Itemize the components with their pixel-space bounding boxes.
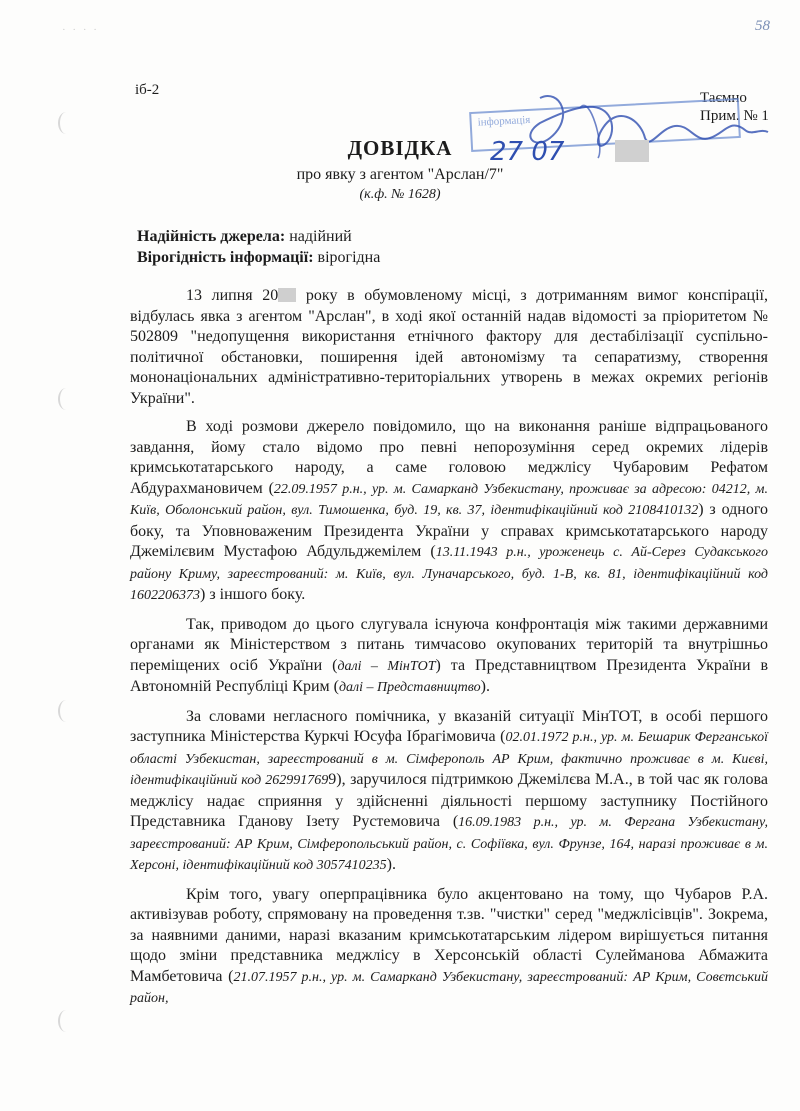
- hole-punch-mark: [58, 112, 74, 134]
- paragraph: Крім того, увагу оперпрацівника було акцентовано на тому, що Чубаров Р.А. активізував роботу, спрямовану на проведення т.зв. "чистки" серед "меджлісівців". Зокрема, за наявними даними, наразі вказаним кримськотатарським лідером вирішується питання щодо зміни представника меджлісу в Херсонській області Сулейманова Абмажита Мамбетовича (21.07.1957 р.н., ур. м. Самарканд Узбекистану, зареєстрований: АР Крим, Совєтський район,: [130, 885, 769, 1006]
- credibility-row: [137, 247, 380, 268]
- page-number: 58: [755, 18, 770, 34]
- reliability-value: надійний: [289, 228, 352, 245]
- redaction-box: [278, 288, 296, 302]
- document-title: ДОВІДКА: [347, 136, 453, 160]
- document-subtitle: про явку з агентом "Арслан/7": [296, 166, 504, 183]
- credibility-label: Вірогідність інформації:: [137, 249, 314, 266]
- source-assessment: [137, 226, 380, 268]
- hole-punch-mark: [58, 700, 74, 722]
- paragraph: Так, приводом до цього слугувала існуюча конфронтація між такими державними органами як Міністерством з питань тимчасово окупованих територій та внутрішньо переміщених осіб України (далі – МінТОТ) та Представництвом Президента України в Автономній Республіці Крим (далі – Представництво).: [130, 615, 768, 695]
- reliability-label: Надійність джерела:: [137, 228, 286, 245]
- copy-number: Прим. № 1: [700, 108, 769, 124]
- signature-date: 27 07: [490, 137, 565, 167]
- classification-secret: Таємно: [700, 90, 747, 106]
- hole-punch-mark: [58, 1010, 74, 1032]
- credibility-value: вірогідна: [317, 249, 381, 266]
- document-id: іб-2: [135, 82, 160, 98]
- paragraph: В ході розмови джерело повідомило, що на виконання раніше відпрацьованого завдання, йому стало відомо про певні непорозуміння серед окремих лідерів кримськотатарського народу, а саме головою меджлісу Чубаровим Рефатом Абдурахмановичем (22.09.1957 р.н., ур. м. Самарканд Узбекистану, проживає за адресою: 04212, м. Київ, Оболонський район, вул. Тимошенка, буд. 19, кв. 37, ідентифікаційний код 2108410132) з одного боку, та Уповноваженим Президента України у справах кримськотатарського народу Джемілєвим Мустафою Абдульджемілем (13.11.1943 р.н., уроженець с. Ай-Серез Судакського району Криму, зареєстрований: м. Київ, вул. Луначарського, буд. 1-В, кв. 81, ідентифікаційний код 1602206373) з іншого боку.: [130, 418, 768, 603]
- paragraph: За словами негласного помічника, у вказаній ситуації МінТОТ, в особі першого заступника Міністерства Куркчі Юсуфа Ібрагімовича (02.01.1972 р.н., ур. м. Бешарик Ферганської області Узбекистан, зареєстрований в м. Сімферополь АР Крим, фактично проживає в м. Києві, ідентифікаційний код 2629917699), заручилося підтримкою Джемілєва М.А., в той час як голова меджлісу надає сприяння у здійсненні діяльності першому заступнику Постійного Представника Гданову Ізету Рустемовича (16.09.1983 р.н., ур. м. Фергана Узбекистану, зареєстрований: АР Крим, Сімферопольський район, с. Софіївка, вул. Фрунзе, 164, наразі проживає в м. Херсоні, ідентифікаційний код 3057410235).: [130, 707, 768, 873]
- scan-artifact: · · · ·: [62, 24, 99, 36]
- paragraph: 13 липня 20 року в обумовленому місці, з дотриманням вимог конспірації, відбулась явка з агентом "Арслан", в ході якої останній надав відомості за пріоритетом № 502809 "недопущення використання етнічного фактору для дестабілізації суспільно-політичної обстановки, поширення ідей автономізму та сепаратизму, створення мононаціональних адміністративно-територіальних утворень в межах окремих регіонів України".: [130, 287, 769, 407]
- document-body: [130, 286, 768, 1018]
- case-file-number: (к.ф. № 1628): [359, 187, 441, 202]
- stamp-text: інформація: [477, 113, 531, 129]
- reliability-row: [137, 226, 380, 247]
- hole-punch-mark: [58, 388, 74, 410]
